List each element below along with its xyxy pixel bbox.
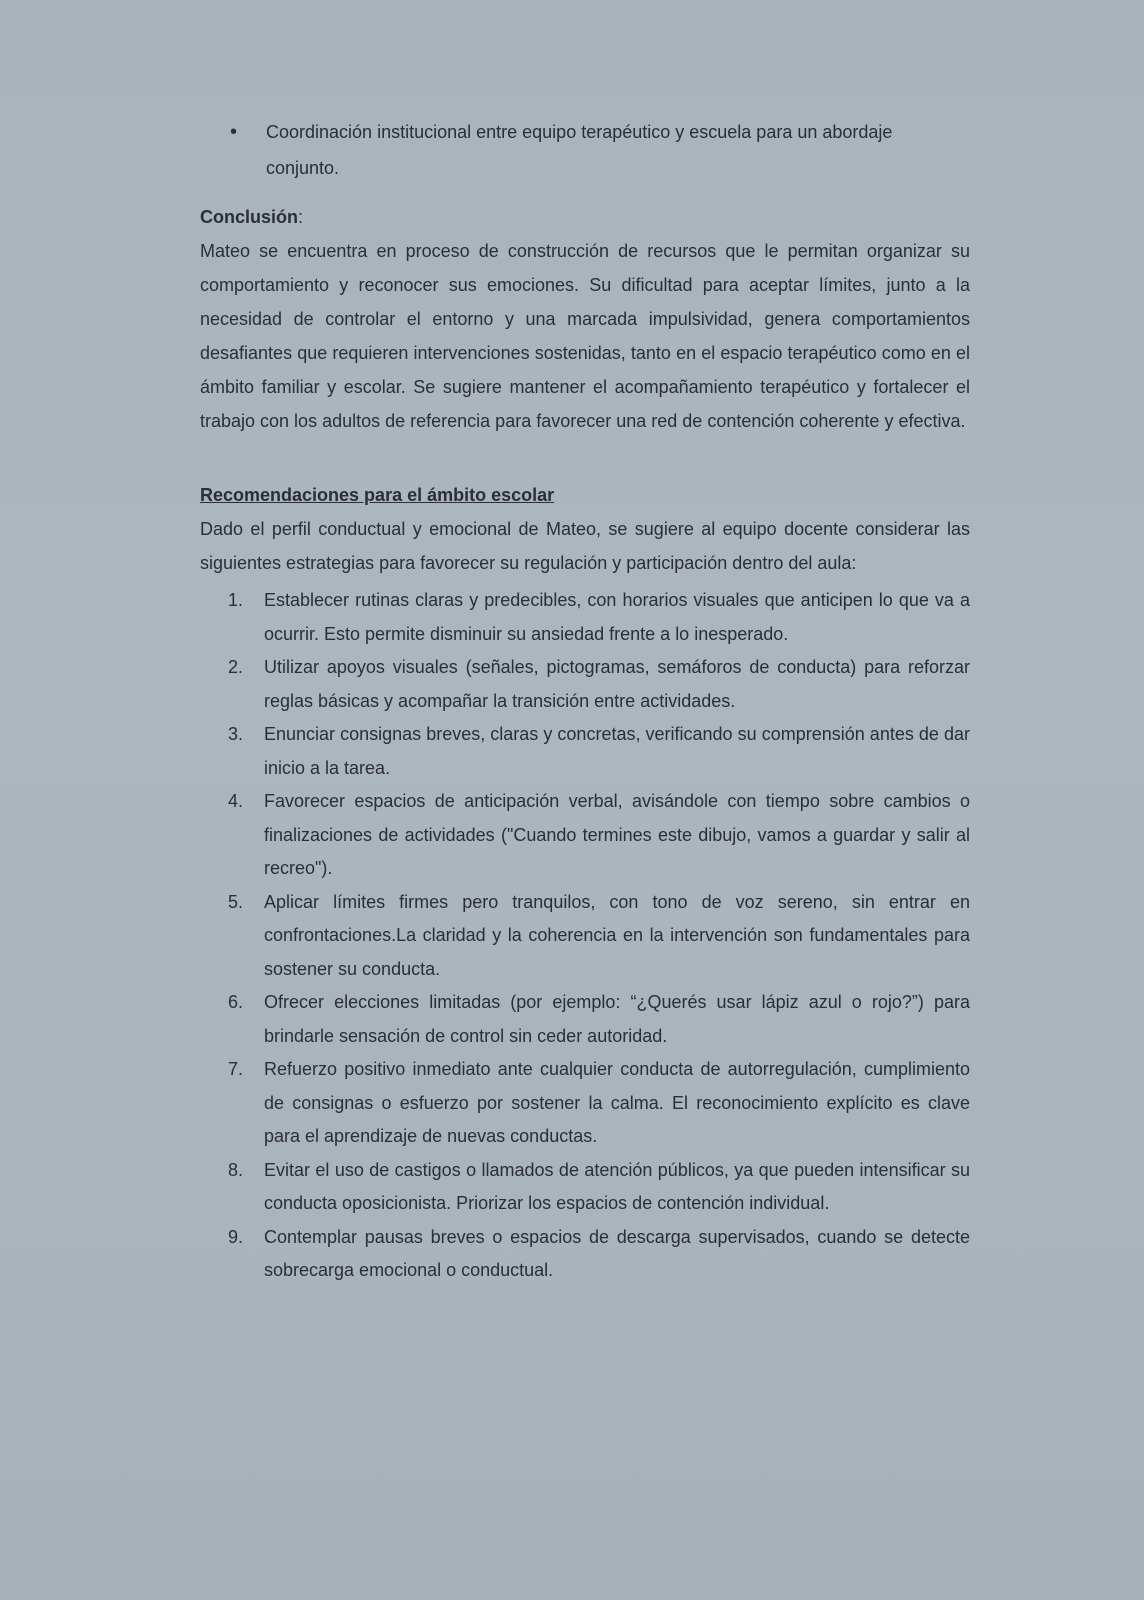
recommendations-section [200,478,970,580]
list-item-number: 7. [228,1059,244,1079]
list-item-number: 1. [228,590,244,610]
recommendations-intro: Dado el perfil conductual y emocional de Mateo, se sugiere al equipo docente considerar las siguientes estrategias para favorecer su regulación y participación dentro del aula: [200,519,970,573]
list-item [228,886,970,987]
list-item-text: Evitar el uso de castigos o llamados de atención públicos, ya que pueden intensificar su conducta oposicionista. Priorizar los espacios de contención individual. [264,1159,970,1213]
conclusion-heading: Conclusión [200,207,298,227]
list-item-text: Enunciar consignas breves, claras y concretas, verificando su comprensión antes de dar inicio a la tarea. [264,724,970,778]
bullet-text: Coordinación institucional entre equipo terapéutico y escuela para un abordaje conjunto. [266,122,893,178]
list-item-number: 3. [228,724,244,744]
list-item-number: 4. [228,791,244,811]
list-item [228,785,970,886]
list-item [228,1053,970,1154]
list-item [228,584,970,651]
list-item [228,1221,970,1288]
list-item [228,651,970,718]
list-item [228,986,970,1053]
list-item-text: Establecer rutinas claras y predecibles, con horarios visuales que anticipen lo que va a ocurrir. Esto permite disminuir su ansiedad frente a lo inesperado. [264,590,970,644]
conclusion-body: Mateo se encuentra en proceso de construcción de recursos que le permitan organizar su comportamiento y reconocer sus emociones. Su dificultad para aceptar límites, junto a la necesidad de controlar el entorno y una marcada impulsividad, genera comportamientos desafiantes que requieren intervenciones sostenidas, tanto en el espacio terapéutico como en el ámbito familiar y escolar. Se sugiere mantener el acompañamiento terapéutico y fortalecer el trabajo con los adultos de referencia para favorecer una red de contención coherente y efectiva. [200,241,970,431]
list-item-number: 5. [228,891,244,912]
bullet-list [230,114,970,186]
list-item-text: Ofrecer elecciones limitadas (por ejemplo: “¿Querés usar lápiz azul o rojo?”) para brindarle sensación de control sin ceder autoridad. [264,992,970,1046]
list-item [228,1154,970,1221]
recommendations-heading: Recomendaciones para el ámbito escolar [200,485,555,505]
list-item-number: 6. [228,992,244,1012]
bullet-dot-icon: • [230,121,238,143]
list-item-number: 2. [228,657,244,677]
list-item-number: 8. [228,1159,244,1180]
list-item-number: 9. [228,1226,244,1247]
list-item [228,718,970,785]
conclusion-heading-line [200,200,970,234]
list-item-text: Utilizar apoyos visuales (señales, pictogramas, semáforos de conducta) para reforzar reglas básicas y acompañar la transición entre actividades. [264,657,970,711]
list-item-text: Contemplar pausas breves o espacios de descarga supervisados, cuando se detecte sobrecarga emocional o conductual. [264,1226,970,1280]
recommendations-list [228,584,970,1288]
list-item-text: Aplicar límites firmes pero tranquilos, con tono de voz sereno, sin entrar en confrontaciones.La claridad y la coherencia en la intervención son fundamentales para sostener su conducta. [264,891,970,979]
bullet-item [230,114,970,186]
list-item-text: Favorecer espacios de anticipación verbal, avisándole con tiempo sobre cambios o finalizaciones de actividades ("Cuando termines este dibujo, vamos a guardar y salir al recreo"). [264,791,970,878]
list-item-text: Refuerzo positivo inmediato ante cualquier conducta de autorregulación, cumplimiento de consignas o esfuerzo por sostener la calma. El reconocimiento explícito es clave para el aprendizaje de nuevas conductas. [264,1059,970,1146]
conclusion-section [200,200,970,438]
conclusion-heading-colon: : [298,207,304,227]
